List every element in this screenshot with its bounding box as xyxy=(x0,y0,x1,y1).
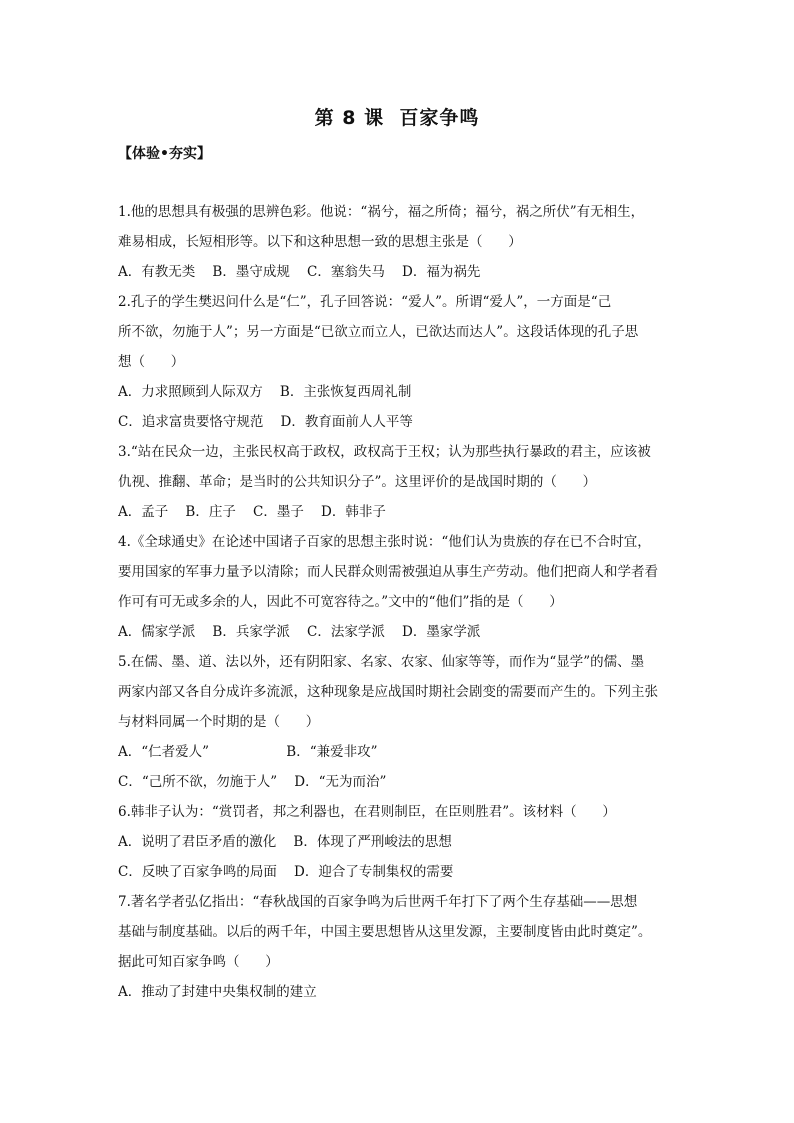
answer-options: A．推动了封建中央集权制的建立 xyxy=(118,984,317,1000)
text-line: 6.韩非子认为：“赏罚者，邦之利器也，在君则制臣，在臣则胜君”。该材料（ ） xyxy=(118,804,616,820)
text-line: 难易相成，长短相形等。以下和这种思想一致的思想主张是（ ） xyxy=(118,234,522,250)
section-heading: 【体验•夯实】 xyxy=(118,146,211,162)
answer-options: A．孟子 B．庄子 C．墨子 D．韩非子 xyxy=(118,504,386,520)
answer-options: C．“己所不欲，勿施于人” D．“无为而治” xyxy=(118,774,387,790)
text-line: 想（ ） xyxy=(118,354,185,370)
text-line: 1.他的思想具有极强的思辨色彩。他说：“祸兮，福之所倚；福兮，祸之所伏”有无相生， xyxy=(118,204,645,220)
answer-options: A．说明了君臣矛盾的激化 B．体现了严刑峻法的思想 xyxy=(118,834,452,850)
text-line: 与材料同属一个时期的是（ ） xyxy=(118,714,320,730)
answer-options: A．有教无类 B．墨守成规 C．塞翁失马 D．福为祸先 xyxy=(118,264,481,280)
text-line: 2.孔子的学生樊迟问什么是“仁”，孔子回答说：“爱人”。所谓“爱人”，一方面是“己 xyxy=(118,294,612,310)
text-line: 据此可知百家争鸣（ ） xyxy=(118,954,279,970)
text-line: 4.《全球通史》在论述中国诸子百家的思想主张时说：“他们认为贵族的存在已不合时宜， xyxy=(118,534,651,550)
text-line: 仇视、推翻、革命；是当时的公共知识分子”。这里评价的是战国时期的（ ） xyxy=(118,474,597,490)
answer-options: A．“仁者爱人” B．“兼爱非攻” xyxy=(118,744,378,760)
text-line: 7.著名学者弘亿指出：“春秋战国的百家争鸣为后世两千年打下了两个生存基础——思想 xyxy=(118,894,638,910)
page-title: 第 8 课 百家争鸣 xyxy=(314,107,480,129)
text-line: 所不欲，勿施于人”；另一方面是“已欲立而立人，已欲达而达人”。这段话体现的孔子思 xyxy=(118,324,639,340)
text-line: 基础与制度基础。以后的两千年，中国主要思想皆从这里发源，主要制度皆由此时奠定”。 xyxy=(118,924,652,940)
text-line: 5.在儒、墨、道、法以外，还有阴阳家、名家、农家、仙家等等，而作为“显学”的儒、墨 xyxy=(118,654,645,670)
text-line: 两家内部又各自分成许多流派，这种现象是应战国时期社会剧变的需要而产生的。下列主张 xyxy=(118,684,658,700)
text-line: 要用国家的军事力量予以清除；而人民群众则需被强迫从事生产劳动。他们把商人和学者看 xyxy=(118,564,658,580)
answer-options: C．追求富贵要恪守规范 D．教育面前人人平等 xyxy=(118,414,413,430)
text-line: 3.“站在民众一边，主张民权高于政权，政权高于王权；认为那些执行暴政的君主，应该被 xyxy=(118,444,651,460)
text-line: 作可有可无或多余的人，因此不可宽容待之。”文中的“他们”指的是（ ） xyxy=(118,594,563,610)
answer-options: C．反映了百家争鸣的局面 D．迎合了专制集权的需要 xyxy=(118,864,454,880)
answer-options: A．儒家学派 B．兵家学派 C．法家学派 D．墨家学派 xyxy=(118,624,481,640)
answer-options: A．力求照顾到人际双方 B．主张恢复西周礼制 xyxy=(118,384,412,400)
